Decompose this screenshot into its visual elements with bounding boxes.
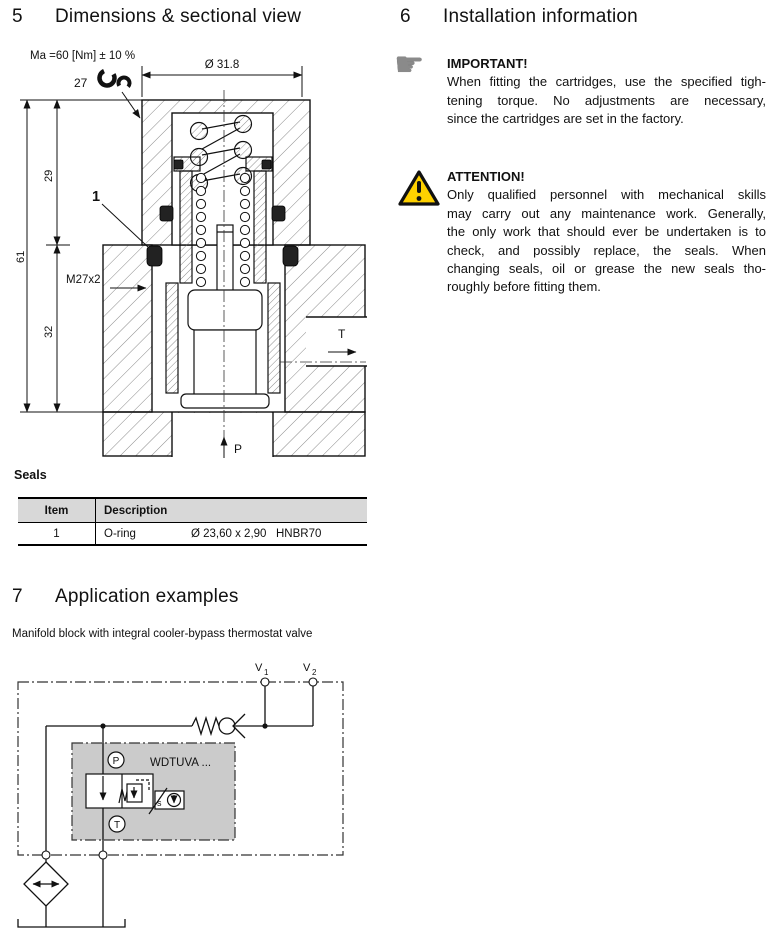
port-v1-sub: 1 <box>264 668 269 677</box>
col-header-item: Item <box>18 499 96 522</box>
dim-32-label: 32 <box>43 325 55 338</box>
attention-line: check, and possibly replace, the seals. When <box>447 242 766 258</box>
section-5-title: Dimensions & sectional view <box>55 6 302 27</box>
cooler-symbol <box>24 862 68 906</box>
item-1-callout: 1 <box>92 189 101 205</box>
dim-29-label: 29 <box>43 169 55 182</box>
seals-table-header-row <box>18 499 367 523</box>
seals-heading: Seals <box>14 468 47 482</box>
section-6-number: 6 <box>400 6 411 27</box>
port-v2-sub: 2 <box>312 668 317 677</box>
attention-line: changing seals, oil or grease the new seals tho- <box>447 261 766 277</box>
section-6-heading <box>400 6 638 28</box>
attention-title: ATTENTION! <box>447 169 525 184</box>
diameter-dim-label: Ø 31.8 <box>204 59 240 71</box>
application-caption: Manifold block with integral cooler-bypass thermostat valve <box>12 628 313 640</box>
col-header-description: Description <box>104 504 168 517</box>
seal-size: Ø 23,60 x 2,90 <box>191 527 267 540</box>
valve-model-label: WDTUVA ... <box>150 757 212 769</box>
port-v2-label: V <box>303 662 311 674</box>
pointing-hand-icon: ☛ <box>394 46 425 84</box>
table-row <box>18 523 367 544</box>
section-6-title: Installation information <box>443 6 638 27</box>
section-7-title: Application examples <box>55 586 239 607</box>
important-line: When fitting the cartridges, use the specified tigh- <box>447 74 766 90</box>
o-ring-item-1-left <box>147 246 162 266</box>
application-schematic <box>0 650 385 951</box>
important-title: IMPORTANT! <box>447 56 528 71</box>
attention-note <box>447 168 766 297</box>
schematic-p-label: P <box>112 756 120 767</box>
wrench-size-label: 27 <box>74 76 88 90</box>
important-note <box>447 55 766 129</box>
section-5-number: 5 <box>12 6 23 27</box>
schematic-t-label: T <box>113 820 121 831</box>
port-v1-label: V <box>255 662 263 674</box>
section-7-number: 7 <box>12 586 23 607</box>
sectional-view-drawing <box>0 45 385 460</box>
important-line: tening torque. No adjustments are necessary, <box>447 92 766 108</box>
tank-symbol <box>18 919 125 927</box>
seal-name: O-ring <box>104 527 136 540</box>
section-7-heading <box>12 586 239 608</box>
o-ring-item-1-right <box>283 246 298 266</box>
seals-table <box>18 497 367 546</box>
wrench-icon <box>97 68 132 91</box>
thread-label: M27x2 <box>66 274 101 286</box>
port-t-label: T <box>338 327 346 341</box>
port-p-label: P <box>234 442 243 456</box>
seal-item-number: 1 <box>18 523 96 544</box>
attention-line: Only qualified personnel with mechanical skills <box>447 187 766 203</box>
seal-description-cell <box>96 528 367 540</box>
seal-material: HNBR70 <box>276 527 322 540</box>
warning-triangle-icon <box>397 169 441 208</box>
important-line: since the cartridges are set in the factory. <box>447 111 684 127</box>
attention-line: the only work that should ever be undertaken is to <box>447 224 766 240</box>
attention-line: may carry out any maintenance work. Generally, <box>447 205 766 221</box>
torque-note: Ma =60 [Nm] ± 10 % <box>30 50 136 62</box>
dim-61-label: 61 <box>15 250 27 263</box>
section-5-heading <box>12 6 301 28</box>
sensor-label: s <box>157 798 162 808</box>
check-valve-spring <box>192 718 219 734</box>
attention-line: roughly before fitting them. <box>447 279 601 295</box>
